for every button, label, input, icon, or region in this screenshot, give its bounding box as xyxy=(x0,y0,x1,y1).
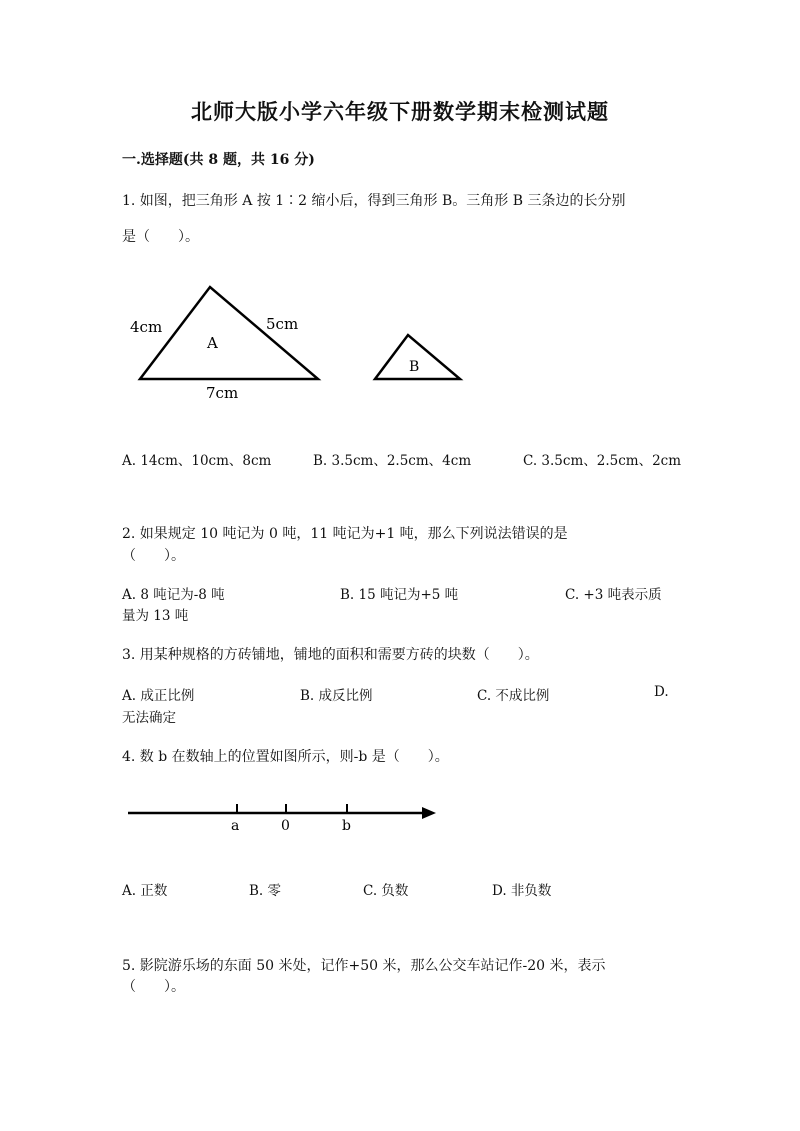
question-5-text: 5. 影院游乐场的东面 50 米处，记作+50 米，那么公交车站记作-20 米，表示 xyxy=(122,958,606,974)
q4-option-a: A. 正数 xyxy=(122,883,168,899)
q2-option-c-wrap: 量为 13 吨 xyxy=(122,608,189,624)
q2-option-c: C. +3 吨表示质 xyxy=(565,587,662,603)
q3-option-d-wrap: 无法确定 xyxy=(122,710,176,726)
side-bottom-label: 7cm xyxy=(206,384,239,402)
q4-option-b: B. 零 xyxy=(249,883,282,899)
section-heading: 一.选择题(共 8 题，共 16 分) xyxy=(122,152,315,168)
axis-label-zero: 0 xyxy=(281,818,290,834)
q1-option-a: A. 14cm、10cm、8cm xyxy=(122,453,272,469)
q3-option-c: C. 不成比例 xyxy=(477,688,550,704)
triangle-a xyxy=(140,287,318,379)
question-2-text: 2. 如果规定 10 吨记为 0 吨，11 吨记为+1 吨，那么下列说法错误的是 xyxy=(122,526,568,542)
question-1-text: 1. 如图，把三角形 A 按 1∶2 缩小后，得到三角形 B。三角形 B 三条边的长分别 xyxy=(122,193,626,209)
q3-option-b: B. 成反比例 xyxy=(300,688,373,704)
page-title: 北师大版小学六年级下册数学期末检测试题 xyxy=(191,99,609,124)
q4-option-d: D. 非负数 xyxy=(492,883,552,899)
q2-option-b: B. 15 吨记为+5 吨 xyxy=(340,587,459,603)
q4-option-c: C. 负数 xyxy=(363,883,409,899)
question-1-text-cont: 是（ ）。 xyxy=(122,229,199,245)
q1-option-c: C. 3.5cm、2.5cm、2cm xyxy=(523,453,682,469)
question-4-text: 4. 数 b 在数轴上的位置如图所示，则-b 是（ ）。 xyxy=(122,749,449,765)
triangle-b-label: B xyxy=(409,359,420,375)
q3-option-a: A. 成正比例 xyxy=(122,688,195,704)
number-line-figure xyxy=(120,795,450,840)
question-2-text-cont: （ ）。 xyxy=(122,548,185,564)
triangle-a-label: A xyxy=(207,334,218,352)
number-line-arrow xyxy=(422,807,436,819)
q3-option-d: D. xyxy=(654,684,669,700)
triangle-figure xyxy=(100,270,500,410)
question-3-text: 3. 用某种规格的方砖铺地，铺地的面积和需要方砖的块数（ ）。 xyxy=(122,647,539,663)
q2-option-a: A. 8 吨记为-8 吨 xyxy=(122,587,225,603)
question-5-text-cont: （ ）。 xyxy=(122,979,185,995)
axis-label-b: b xyxy=(342,818,351,834)
side-left-label: 4cm xyxy=(130,318,163,336)
side-right-label: 5cm xyxy=(266,315,299,333)
q1-option-b: B. 3.5cm、2.5cm、4cm xyxy=(313,453,472,469)
axis-label-a: a xyxy=(231,818,240,834)
